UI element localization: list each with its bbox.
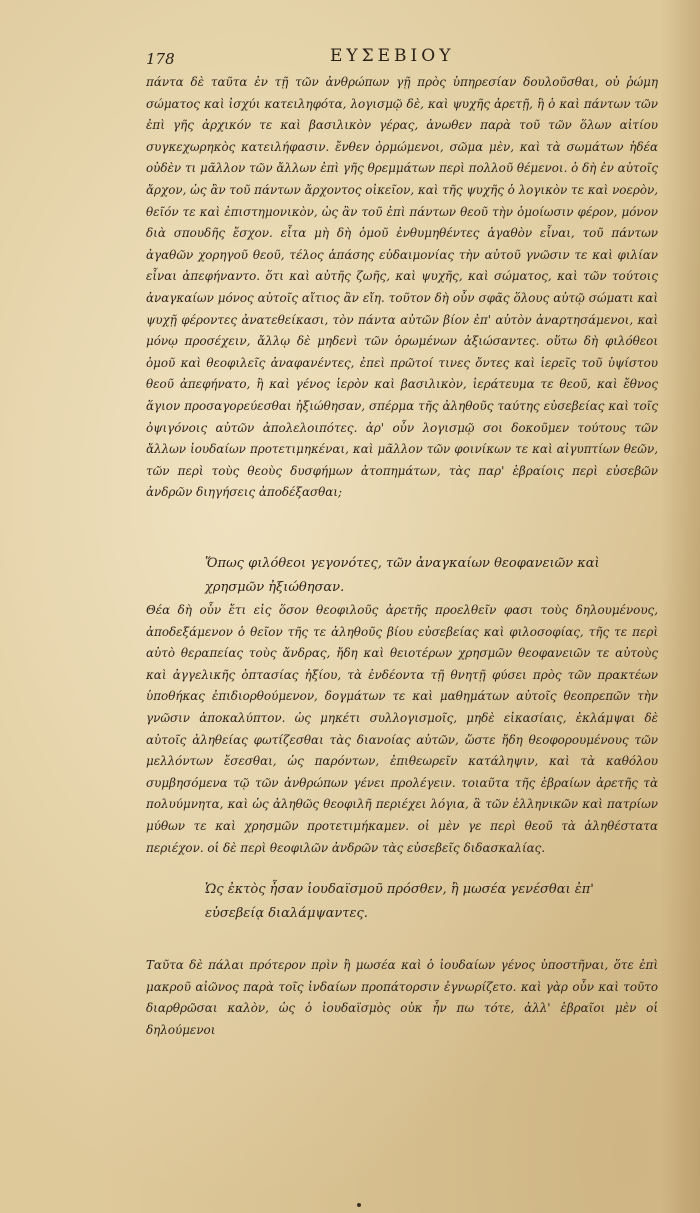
section-heading-2: Ὡς ἐκτὸς ἦσαν ἰουδαϊσμοῦ πρόσθεν, ἢ μωσέα γενέσθαι ἐπ' εὐσεβείᾳ διαλάμψαντες. — [205, 882, 594, 921]
paragraph-1 — [146, 72, 658, 504]
paragraph-1-text: πάντα δὲ ταῦτα ἐν τῇ τῶν ἀνθρώπων γῇ πρὸς ὑπηρεσίαν δουλοῦσθαι, οὐ ῥώμη σώματος καὶ ἰσχύι κατειληφότα, λογισμῷ δὲ, καὶ ψυχῆς ἀρετῇ, ἣ ὁ καὶ πάντων τῶν ἐπὶ γῆς ἀρχικόν τε καὶ βασιλικὸν γέρας, ἀνωθεν παρὰ τοῦ τῶν ὅλων αἰτίου συγκεχωρηκὸς κατειλήφασιν. ἔνθεν ὁρμώμενοι, σῶμα μὲν, καὶ τὰ σωμάτων ἡδέα οὐδὲν τι μᾶλλον τῶν ἄλλων ἐπὶ γῆς θρεμμάτων περὶ πολλοῦ θέμενοι. ὁ δὴ ἐν αὐτοῖς ἄρχον, ὡς ἂν τοῦ πάντων ἄρχοντος οἰκεῖον, καὶ τῆς ψυχῆς ὁ λογικὸν τε καὶ νοερὸν, θεῖόν τε καὶ ἐπιστημονικὸν, ὡς ἂν τοῦ ἐπὶ πάντων θεοῦ τὴν ὁμοίωσιν φέρον, μόνον διὰ σπουδῆς ἔσχον. εἶτα μὴ δὴ ὁμοῦ ἐνθυμηθέντες ἀγαθὸν εἶναι, τοῦ πάντων ἀγαθῶν χορηγοῦ θεοῦ, τέλος ἁπάσης εὐδαιμονίας τὴν αὐτοῦ γνῶσιν τε καὶ φιλίαν εἶναι ἀπεφήναντο. ὅτι καὶ αὐτῆς ζωῆς, καὶ ψυχῆς, καὶ σώματος, καὶ τῶν τούτοις ἀναγκαίων μόνος αὐτοῖς αἴτιος ἂν εἴη. τοῦτον δὴ οὖν σφᾶς ὅλους αὐτῷ σώματι καὶ ψυχῇ φέροντες ἀνατεθείκασι, τὸν πάντα αὐτῶν βίον ἐπ' αὐτὸν ἀναρτησάμενοι, καὶ μόνῳ προσέχειν, ἄλλῳ δὲ μηδενὶ τῶν ὁρωμένων ἀξιώσαντες. οὕτω δὴ φιλόθεοι ὁμοῦ καὶ θεοφιλεῖς ἀναφανέντες, ἐπεὶ πρῶτοί τινες ὄντες καὶ ἱερεῖς τοῦ ὑψίστου θεοῦ ἀπεφήνατο, ἢ καὶ γένος ἱερὸν καὶ βασιλικὸν, ἱεράτευμα τε θεοῦ, καὶ ἔθνος ἅγιον προσαγορεύεσθαι ἠξιώθησαν, σπέρμα τῆς ἀληθοῦς ταύτης εὐσεβείας καὶ τοῖς ὀψιγόνοις αὐτῶν ἀπολελοιπότες. ἀρ' οὖν λογισμῷ σοι δοκοῦμεν τούτους τῶν ἄλλων ἰουδαίων προτετιμηκέναι, καὶ μᾶλλον τῶν φοινίκων τε καὶ αἰγυπτίων θεῶν, τῶν περὶ τοὺς θεοὺς δυσφήμων ἀτοπημάτων, τὰς παρ' ἑβραίοις περὶ εὐσεβῶν ἀνδρῶν διηγήσεις ἀποδέξασθαι; — [146, 75, 658, 500]
paragraph-2 — [146, 600, 658, 859]
paragraph-3-text: Ταῦτα δὲ πάλαι πρότερον πρὶν ἢ μωσέα καὶ ὁ ἰουδαίων γένος ὑποστῆναι, ὅτε ἐπὶ μακροῦ αἰῶνος παρὰ τοῖς ἰνδαίων προπάτορσιν ἐγνωρίζετο. καὶ γὰρ οὖν καὶ τοῦτο διαρθρῶσαι καλὸν, ὡς ὁ ἰουδαϊσμὸς οὐκ ἦν πω τότε, ἀλλ' ἑβραῖοι μὲν οἱ δηλούμενοι — [146, 958, 658, 1037]
page-number: 178 — [146, 50, 175, 68]
section-heading-1: Ὅπως φιλόθεοι γεγονότες, τῶν ἀναγκαίων θεοφανειῶν καὶ χρησμῶν ἠξιώθησαν. — [205, 556, 600, 595]
page-dot-mark — [357, 1203, 361, 1207]
paragraph-3 — [146, 955, 658, 1041]
paragraph-2-text: Θέα δὴ οὖν ἔτι εἰς ὅσον θεοφιλοῦς ἀρετῆς προελθεῖν φασι τοὺς δηλουμένους, ἀποδεξάμενον ὁ θεῖον τῆς τε ἀληθοῦς βίου εὐσεβείας καὶ φιλοσοφίας, τῆς τε περὶ αὐτὸ θεραπείας τοὺς ἄνδρας, ἤδη καὶ θειοτέρων χρησμῶν θεοφανειῶν τε αὐτοὺς καὶ ἀγγελικῆς ὀπτασίας ἠξίου, τὰ ἐνδέοντα τῇ θνητῇ φύσει πρὸς τῶν πρακτέων ὑποθήκας ἐπιδιορθούμενον, δογμάτων τε καὶ μαθημάτων αὐτοῖς θεοπρεπῶν τὴν γνῶσιν ἀποκαλύπτον. ὡς μηκέτι συλλογισμοῖς, μηδὲ εἰκασίαις, ἐκλάμψαι δὲ αὐτοῖς ἀληθείας φωτίζεσθαι τὰς διανοίας αὐτῶν, ὥστε ἤδη θεοφορουμένους τῶν μελλόντων ἔσεσθαι, ὡς παρόντων, ἐπιθεωρεῖν κατάληψιν, καὶ τὰ καθόλου συμβησόμενα τῷ τῶν ἀνθρώπων γένει προλέγειν. τοιαῦτα τῆς ἑβραίων ἀρετῆς τὰ πολυύμνητα, καὶ ὡς ἀληθῶς θεοφιλῆ περιέχει λόγια, ἃ τῶν ἑλληνικῶν καὶ πατρίων μύθων τε καὶ χρησμῶν προτετιμήκαμεν. οἱ μὲν γε περὶ θεοῦ τὰ ἀληθέστατα περιέχον. οἱ δὲ περὶ θεοφιλῶν ἀνδρῶν τὰς εὐσεβεῖς διδασκαλίας. — [146, 603, 658, 855]
running-title: ΕΥΣΕΒΙΟΥ — [330, 46, 455, 66]
